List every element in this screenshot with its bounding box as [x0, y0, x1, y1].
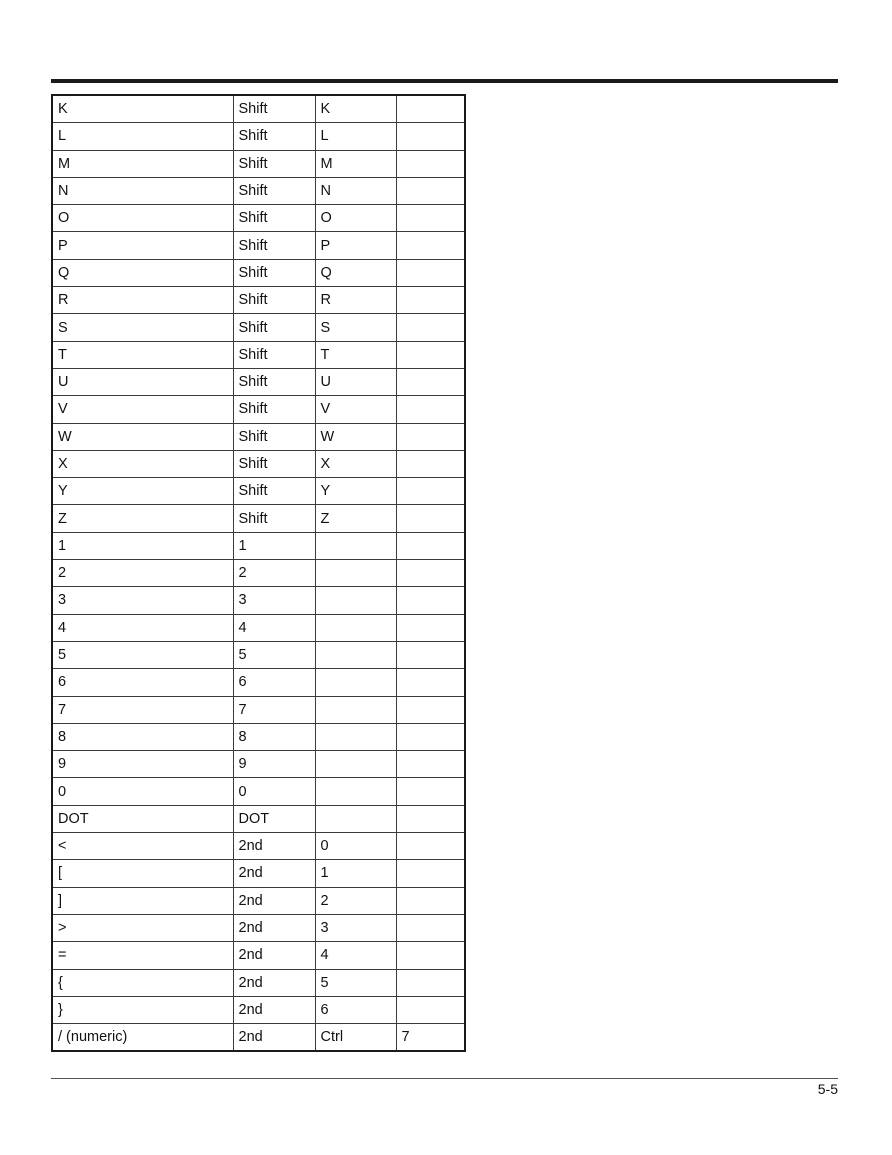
table-row [52, 887, 465, 914]
table-cell: X [52, 450, 233, 477]
table-row [52, 614, 465, 641]
table-row [52, 942, 465, 969]
table-row [52, 914, 465, 941]
table-row [52, 478, 465, 505]
table-cell: Q [52, 259, 233, 286]
table-row [52, 287, 465, 314]
table-cell: W [315, 423, 396, 450]
table-cell [315, 778, 396, 805]
table-cell: 7 [52, 696, 233, 723]
table-cell: Shift [233, 232, 315, 259]
table-cell: 0 [52, 778, 233, 805]
footer-rule [51, 1078, 838, 1079]
table-cell: 6 [315, 996, 396, 1023]
table-row [52, 368, 465, 395]
table-cell [396, 259, 465, 286]
table-cell: 9 [52, 751, 233, 778]
table-cell: Y [52, 478, 233, 505]
table-cell [315, 805, 396, 832]
table-cell [396, 669, 465, 696]
table-cell: U [52, 368, 233, 395]
table-cell: Shift [233, 259, 315, 286]
table-row [52, 341, 465, 368]
table-cell: 4 [52, 614, 233, 641]
table-cell: { [52, 969, 233, 996]
table-cell: N [315, 177, 396, 204]
table-row [52, 259, 465, 286]
table-row [52, 560, 465, 587]
table-cell [396, 423, 465, 450]
table-row [52, 641, 465, 668]
table-cell: Shift [233, 450, 315, 477]
table-cell: N [52, 177, 233, 204]
table-cell: S [315, 314, 396, 341]
table-row [52, 450, 465, 477]
table-cell: / (numeric) [52, 1024, 233, 1052]
table-row [52, 532, 465, 559]
table-cell [396, 478, 465, 505]
table-cell [396, 833, 465, 860]
table-cell: V [315, 396, 396, 423]
table-cell: 2 [233, 560, 315, 587]
table-cell [315, 560, 396, 587]
table-cell: W [52, 423, 233, 450]
table-cell [396, 314, 465, 341]
table-cell: Shift [233, 150, 315, 177]
table-cell: Shift [233, 287, 315, 314]
table-cell: R [52, 287, 233, 314]
table-row [52, 396, 465, 423]
table-row [52, 1024, 465, 1052]
table-cell [396, 942, 465, 969]
table-cell: Shift [233, 505, 315, 532]
table-cell: DOT [233, 805, 315, 832]
table-cell [315, 532, 396, 559]
header-rule [51, 79, 838, 83]
table-cell [396, 887, 465, 914]
table-cell: Shift [233, 396, 315, 423]
table-cell [396, 95, 465, 123]
table-row [52, 778, 465, 805]
table-cell: 6 [52, 669, 233, 696]
table-cell: 5 [233, 641, 315, 668]
table-row [52, 587, 465, 614]
table-cell: 2nd [233, 887, 315, 914]
table-cell [315, 723, 396, 750]
table-cell [396, 123, 465, 150]
table-cell: 6 [233, 669, 315, 696]
table-cell: Z [315, 505, 396, 532]
table-cell: 2 [52, 560, 233, 587]
table-cell [315, 641, 396, 668]
table-cell [396, 723, 465, 750]
page-number: 5-5 [817, 1081, 838, 1097]
table-cell [396, 560, 465, 587]
table-row [52, 205, 465, 232]
table-cell: 2nd [233, 860, 315, 887]
table-cell: Q [315, 259, 396, 286]
table-cell [396, 341, 465, 368]
table-row [52, 177, 465, 204]
table-row [52, 751, 465, 778]
table-row [52, 314, 465, 341]
table-cell: L [315, 123, 396, 150]
table-cell [396, 641, 465, 668]
table-row [52, 423, 465, 450]
table-cell: S [52, 314, 233, 341]
table-row [52, 723, 465, 750]
table-cell [396, 450, 465, 477]
table-cell [396, 505, 465, 532]
table-cell: 2nd [233, 969, 315, 996]
table-row [52, 123, 465, 150]
table-cell: 5 [52, 641, 233, 668]
table-cell: X [315, 450, 396, 477]
table-cell: Shift [233, 314, 315, 341]
table-cell: P [52, 232, 233, 259]
table-cell [315, 614, 396, 641]
table-cell: Shift [233, 341, 315, 368]
table-cell: L [52, 123, 233, 150]
table-cell: 3 [315, 914, 396, 941]
table-cell [396, 805, 465, 832]
table-cell: DOT [52, 805, 233, 832]
table-cell: > [52, 914, 233, 941]
table-cell: V [52, 396, 233, 423]
table-cell: 8 [233, 723, 315, 750]
table-cell [396, 914, 465, 941]
table-cell: 2nd [233, 996, 315, 1023]
table-cell [396, 614, 465, 641]
table-cell: 3 [52, 587, 233, 614]
table-cell: 3 [233, 587, 315, 614]
table-cell: 1 [315, 860, 396, 887]
table-cell: 4 [315, 942, 396, 969]
table-cell [396, 696, 465, 723]
table-cell: ] [52, 887, 233, 914]
table-cell: [ [52, 860, 233, 887]
table-cell [396, 996, 465, 1023]
table-cell [396, 177, 465, 204]
table-cell: K [52, 95, 233, 123]
table-cell [396, 778, 465, 805]
table-cell: K [315, 95, 396, 123]
table-cell: O [315, 205, 396, 232]
table-cell: M [315, 150, 396, 177]
table-cell [396, 396, 465, 423]
table-row [52, 505, 465, 532]
table-cell: 2 [315, 887, 396, 914]
table-cell [396, 287, 465, 314]
table-row [52, 95, 465, 123]
table-cell: 1 [52, 532, 233, 559]
table-cell [396, 205, 465, 232]
table-cell [396, 969, 465, 996]
table-cell [396, 150, 465, 177]
table-row [52, 232, 465, 259]
table-row [52, 969, 465, 996]
table-cell [396, 532, 465, 559]
table-cell: Shift [233, 478, 315, 505]
key-mapping-table-body [52, 95, 465, 1051]
table-cell [396, 368, 465, 395]
table-cell: Shift [233, 123, 315, 150]
table-cell: U [315, 368, 396, 395]
table-cell: T [315, 341, 396, 368]
table-cell: 7 [396, 1024, 465, 1052]
table-cell [396, 232, 465, 259]
table-cell: P [315, 232, 396, 259]
table-cell: Shift [233, 177, 315, 204]
table-cell: 5 [315, 969, 396, 996]
table-cell: 2nd [233, 914, 315, 941]
table-cell [315, 669, 396, 696]
table-cell: M [52, 150, 233, 177]
table-row [52, 696, 465, 723]
table-cell [315, 587, 396, 614]
table-cell: Shift [233, 205, 315, 232]
table-cell: = [52, 942, 233, 969]
table-cell: 4 [233, 614, 315, 641]
table-cell: < [52, 833, 233, 860]
table-cell: 2nd [233, 942, 315, 969]
table-row [52, 996, 465, 1023]
table-cell [396, 587, 465, 614]
table-cell [396, 751, 465, 778]
table-cell: 9 [233, 751, 315, 778]
table-cell [315, 751, 396, 778]
table-cell: T [52, 341, 233, 368]
table-cell: 1 [233, 532, 315, 559]
table-cell: 0 [233, 778, 315, 805]
table-cell: } [52, 996, 233, 1023]
table-cell: 0 [315, 833, 396, 860]
table-cell: Ctrl [315, 1024, 396, 1052]
table-cell: 7 [233, 696, 315, 723]
table-cell [315, 696, 396, 723]
table-cell: R [315, 287, 396, 314]
table-cell: Y [315, 478, 396, 505]
table-cell: Shift [233, 368, 315, 395]
table-cell: 2nd [233, 833, 315, 860]
table-cell: Shift [233, 423, 315, 450]
table-row [52, 150, 465, 177]
table-cell: Shift [233, 95, 315, 123]
table-cell [396, 860, 465, 887]
table-cell: 8 [52, 723, 233, 750]
table-row [52, 833, 465, 860]
table-cell: Z [52, 505, 233, 532]
table-row [52, 860, 465, 887]
table-cell: 2nd [233, 1024, 315, 1052]
key-mapping-table [51, 94, 466, 1052]
table-row [52, 805, 465, 832]
table-row [52, 669, 465, 696]
table-cell: O [52, 205, 233, 232]
